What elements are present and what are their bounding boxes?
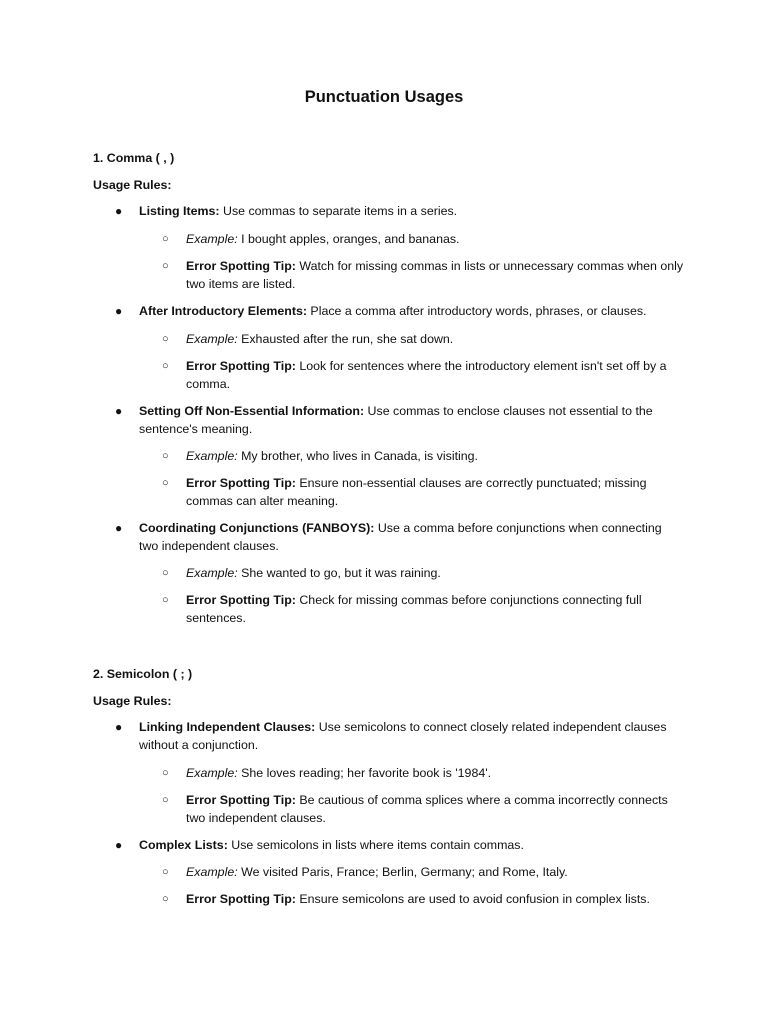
tip-item bbox=[162, 475, 686, 510]
tip-text: Watch for missing commas in lists or unnecessary commas when only two items are listed. bbox=[186, 259, 684, 291]
circle-bullet-icon: ○ bbox=[162, 260, 169, 272]
example-item bbox=[162, 765, 686, 783]
circle-bullet-icon: ○ bbox=[162, 567, 169, 579]
rule-item bbox=[115, 203, 679, 221]
rule-item bbox=[115, 719, 679, 754]
example-label: Example: bbox=[186, 332, 238, 346]
tip-label: Error Spotting Tip: bbox=[186, 476, 296, 490]
tip-item bbox=[162, 358, 686, 393]
bullet-icon: ● bbox=[115, 404, 123, 418]
tip-text: Ensure semicolons are used to avoid confusion in complex lists. bbox=[295, 892, 650, 906]
rule-text: Use commas to enclose clauses not essential to the sentence's meaning. bbox=[139, 404, 653, 436]
bullet-icon: ● bbox=[115, 304, 123, 318]
rule-item bbox=[115, 520, 679, 555]
example-label: Example: bbox=[186, 566, 238, 580]
example-item bbox=[162, 231, 686, 249]
tip-text: Look for sentences where the introductory element isn't set off by a comma. bbox=[186, 359, 667, 391]
tip-item bbox=[162, 592, 686, 627]
tip-label: Error Spotting Tip: bbox=[186, 793, 296, 807]
example-text: I bought apples, oranges, and bananas. bbox=[237, 232, 460, 246]
example-text: Exhausted after the run, she sat down. bbox=[237, 332, 454, 346]
tip-label: Error Spotting Tip: bbox=[186, 259, 296, 273]
rule-name: Linking Independent Clauses: bbox=[139, 720, 316, 734]
tip-text: Check for missing commas before conjunctions connecting full sentences. bbox=[186, 593, 642, 625]
tip-label: Error Spotting Tip: bbox=[186, 359, 296, 373]
tip-item bbox=[162, 792, 686, 827]
example-label: Example: bbox=[186, 766, 238, 780]
rule-name: After Introductory Elements: bbox=[139, 304, 307, 318]
tip-text: Be cautious of comma splices where a comma incorrectly connects two independent clauses. bbox=[186, 793, 668, 825]
rule-text: Use commas to separate items in a series. bbox=[219, 204, 458, 218]
example-label: Example: bbox=[186, 449, 238, 463]
rule-name: Setting Off Non-Essential Information: bbox=[139, 404, 365, 418]
rule-text: Use semicolons to connect closely related independent clauses without a conjunction. bbox=[139, 720, 667, 752]
example-text: We visited Paris, France; Berlin, Germany; and Rome, Italy. bbox=[237, 865, 568, 879]
circle-bullet-icon: ○ bbox=[162, 594, 169, 606]
circle-bullet-icon: ○ bbox=[162, 893, 169, 905]
circle-bullet-icon: ○ bbox=[162, 866, 169, 878]
circle-bullet-icon: ○ bbox=[162, 794, 169, 806]
circle-bullet-icon: ○ bbox=[162, 477, 169, 489]
rule-item bbox=[115, 403, 679, 438]
usage-rules-label: Usage Rules: bbox=[93, 694, 172, 708]
example-item bbox=[162, 565, 686, 583]
rule-item bbox=[115, 837, 679, 855]
bullet-icon: ● bbox=[115, 838, 123, 852]
example-item bbox=[162, 331, 686, 349]
example-item bbox=[162, 448, 686, 466]
tip-item bbox=[162, 891, 686, 909]
tip-label: Error Spotting Tip: bbox=[186, 593, 296, 607]
tip-text: Ensure non-essential clauses are correctly punctuated; missing commas can alter meaning. bbox=[186, 476, 647, 508]
tip-item bbox=[162, 258, 686, 293]
rule-name: Listing Items: bbox=[139, 204, 220, 218]
rule-name: Coordinating Conjunctions (FANBOYS): bbox=[139, 521, 375, 535]
rule-text: Use a comma before conjunctions when connecting two independent clauses. bbox=[139, 521, 662, 553]
bullet-icon: ● bbox=[115, 204, 123, 218]
example-item bbox=[162, 864, 686, 882]
circle-bullet-icon: ○ bbox=[162, 767, 169, 779]
circle-bullet-icon: ○ bbox=[162, 233, 169, 245]
section-heading-comma: 1. Comma ( , ) bbox=[93, 151, 175, 165]
tip-label: Error Spotting Tip: bbox=[186, 892, 296, 906]
circle-bullet-icon: ○ bbox=[162, 333, 169, 345]
rule-name: Complex Lists: bbox=[139, 838, 228, 852]
section-heading-semicolon: 2. Semicolon ( ; ) bbox=[93, 667, 193, 681]
example-text: My brother, who lives in Canada, is visiting. bbox=[237, 449, 479, 463]
circle-bullet-icon: ○ bbox=[162, 450, 169, 462]
bullet-icon: ● bbox=[115, 521, 123, 535]
example-text: She loves reading; her favorite book is '1984'. bbox=[237, 766, 492, 780]
page-title: Punctuation Usages bbox=[304, 88, 464, 106]
example-text: She wanted to go, but it was raining. bbox=[237, 566, 441, 580]
example-label: Example: bbox=[186, 865, 238, 879]
rule-text: Use semicolons in lists where items contain commas. bbox=[227, 838, 524, 852]
usage-rules-label: Usage Rules: bbox=[93, 178, 172, 192]
example-label: Example: bbox=[186, 232, 238, 246]
rule-item bbox=[115, 303, 679, 321]
bullet-icon: ● bbox=[115, 720, 123, 734]
rule-text: Place a comma after introductory words, phrases, or clauses. bbox=[306, 304, 647, 318]
circle-bullet-icon: ○ bbox=[162, 360, 169, 372]
